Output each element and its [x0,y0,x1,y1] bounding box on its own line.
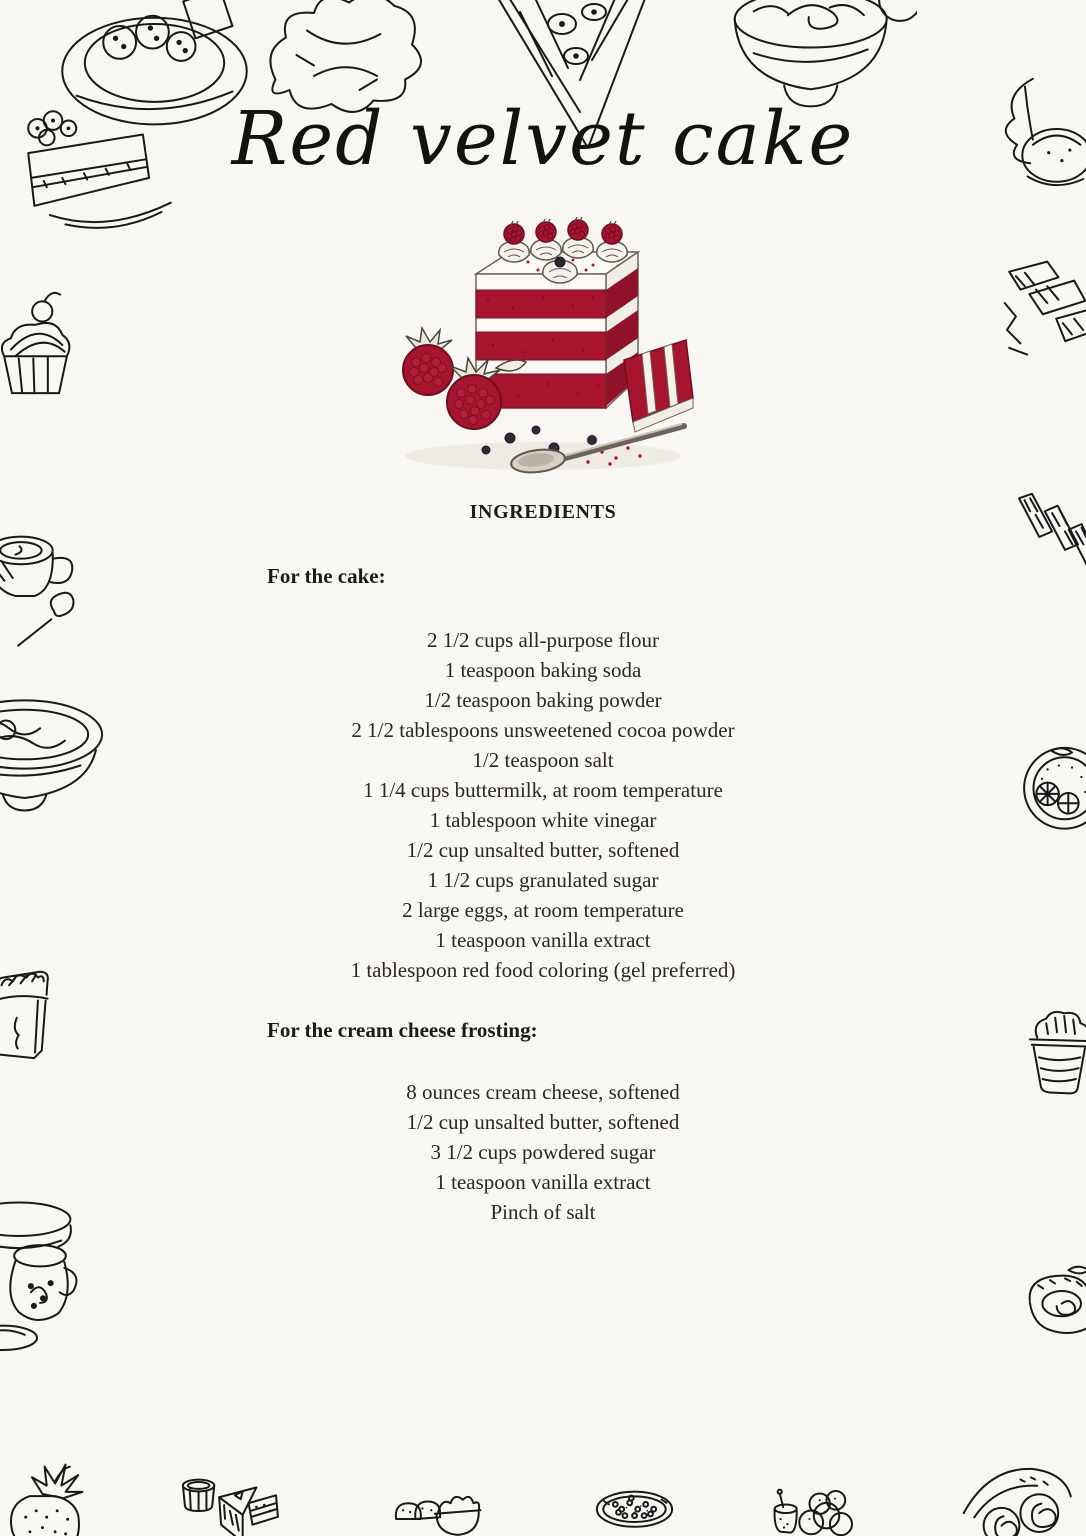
buns-cup-sketch [712,1468,907,1536]
frosting-section-heading: For the cream cheese frosting: [267,1018,538,1042]
ingredient-line: 1/2 teaspoon baking powder [424,688,662,712]
ingredient-line: 1 1/4 cups buttermilk, at room temperature [363,778,723,802]
ingredient-line: 1 tablespoon red food coloring (gel preferred) [350,958,736,982]
cereal-bowl-sketch [552,1474,717,1536]
ingredient-line: 1/2 cup unsalted butter, softened [406,1110,680,1134]
strawberry-sketch [0,1452,112,1536]
ingredient-line: 2 1/2 cups all-purpose flour [426,628,660,652]
cake-ingredients-list [0,625,1086,985]
churros-sketch [1008,452,1086,622]
chocolate-pieces-sketch [998,192,1086,432]
ingredient-line: 1 1/2 cups granulated sugar [427,868,659,892]
ingredient-line: 3 1/2 cups powdered sugar [430,1140,656,1164]
ingredient-line: 2 1/2 tablespoons unsweetened cocoa powder [351,718,735,742]
ingredient-line: 2 large eggs, at room temperature [402,898,684,922]
cake-section-heading: For the cake: [267,564,386,588]
ingredient-line: 1 tablespoon white vinegar [429,808,657,832]
red-velvet-cake-illustration [388,210,700,478]
muffins-bread-bowl-sketch [338,1468,528,1536]
cherry-cupcake-sketch [0,272,96,427]
ingredient-line: 1/2 teaspoon salt [472,748,614,772]
sweet-bun-sketch [1018,1202,1086,1412]
rolls-plate-sketch [922,1448,1086,1536]
ingredient-line: 1 teaspoon baking soda [444,658,642,682]
ramekin-cake-slices-sketch [112,1460,342,1536]
ingredient-line: Pinch of salt [490,1200,596,1224]
ingredient-line: 8 ounces cream cheese, softened [406,1080,680,1104]
ingredient-line: 1 teaspoon vanilla extract [435,928,651,952]
ingredients-heading: INGREDIENTS [469,501,617,523]
page-title: Red velvet cake [231,96,855,182]
ingredient-line: 1 teaspoon vanilla extract [435,1170,651,1194]
frosting-ingredients-list [0,1077,1086,1227]
ingredient-line: 1/2 cup unsalted butter, softened [406,838,680,862]
